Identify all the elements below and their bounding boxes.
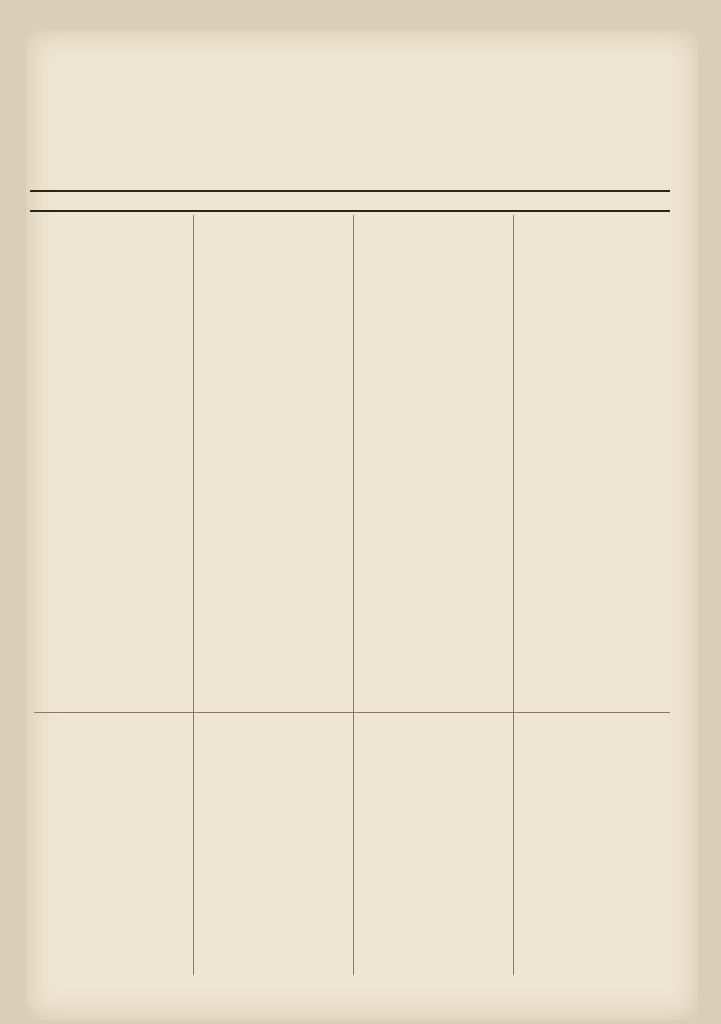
feuilleton-rule	[34, 712, 670, 713]
column-rule	[513, 215, 514, 975]
advertising-box	[515, 74, 665, 78]
subscriptions-box	[30, 84, 150, 88]
column-rule	[353, 215, 354, 975]
column-1	[36, 215, 190, 705]
column-rule	[193, 215, 194, 975]
issue-info-bar	[30, 190, 670, 212]
serial-column	[36, 722, 190, 972]
